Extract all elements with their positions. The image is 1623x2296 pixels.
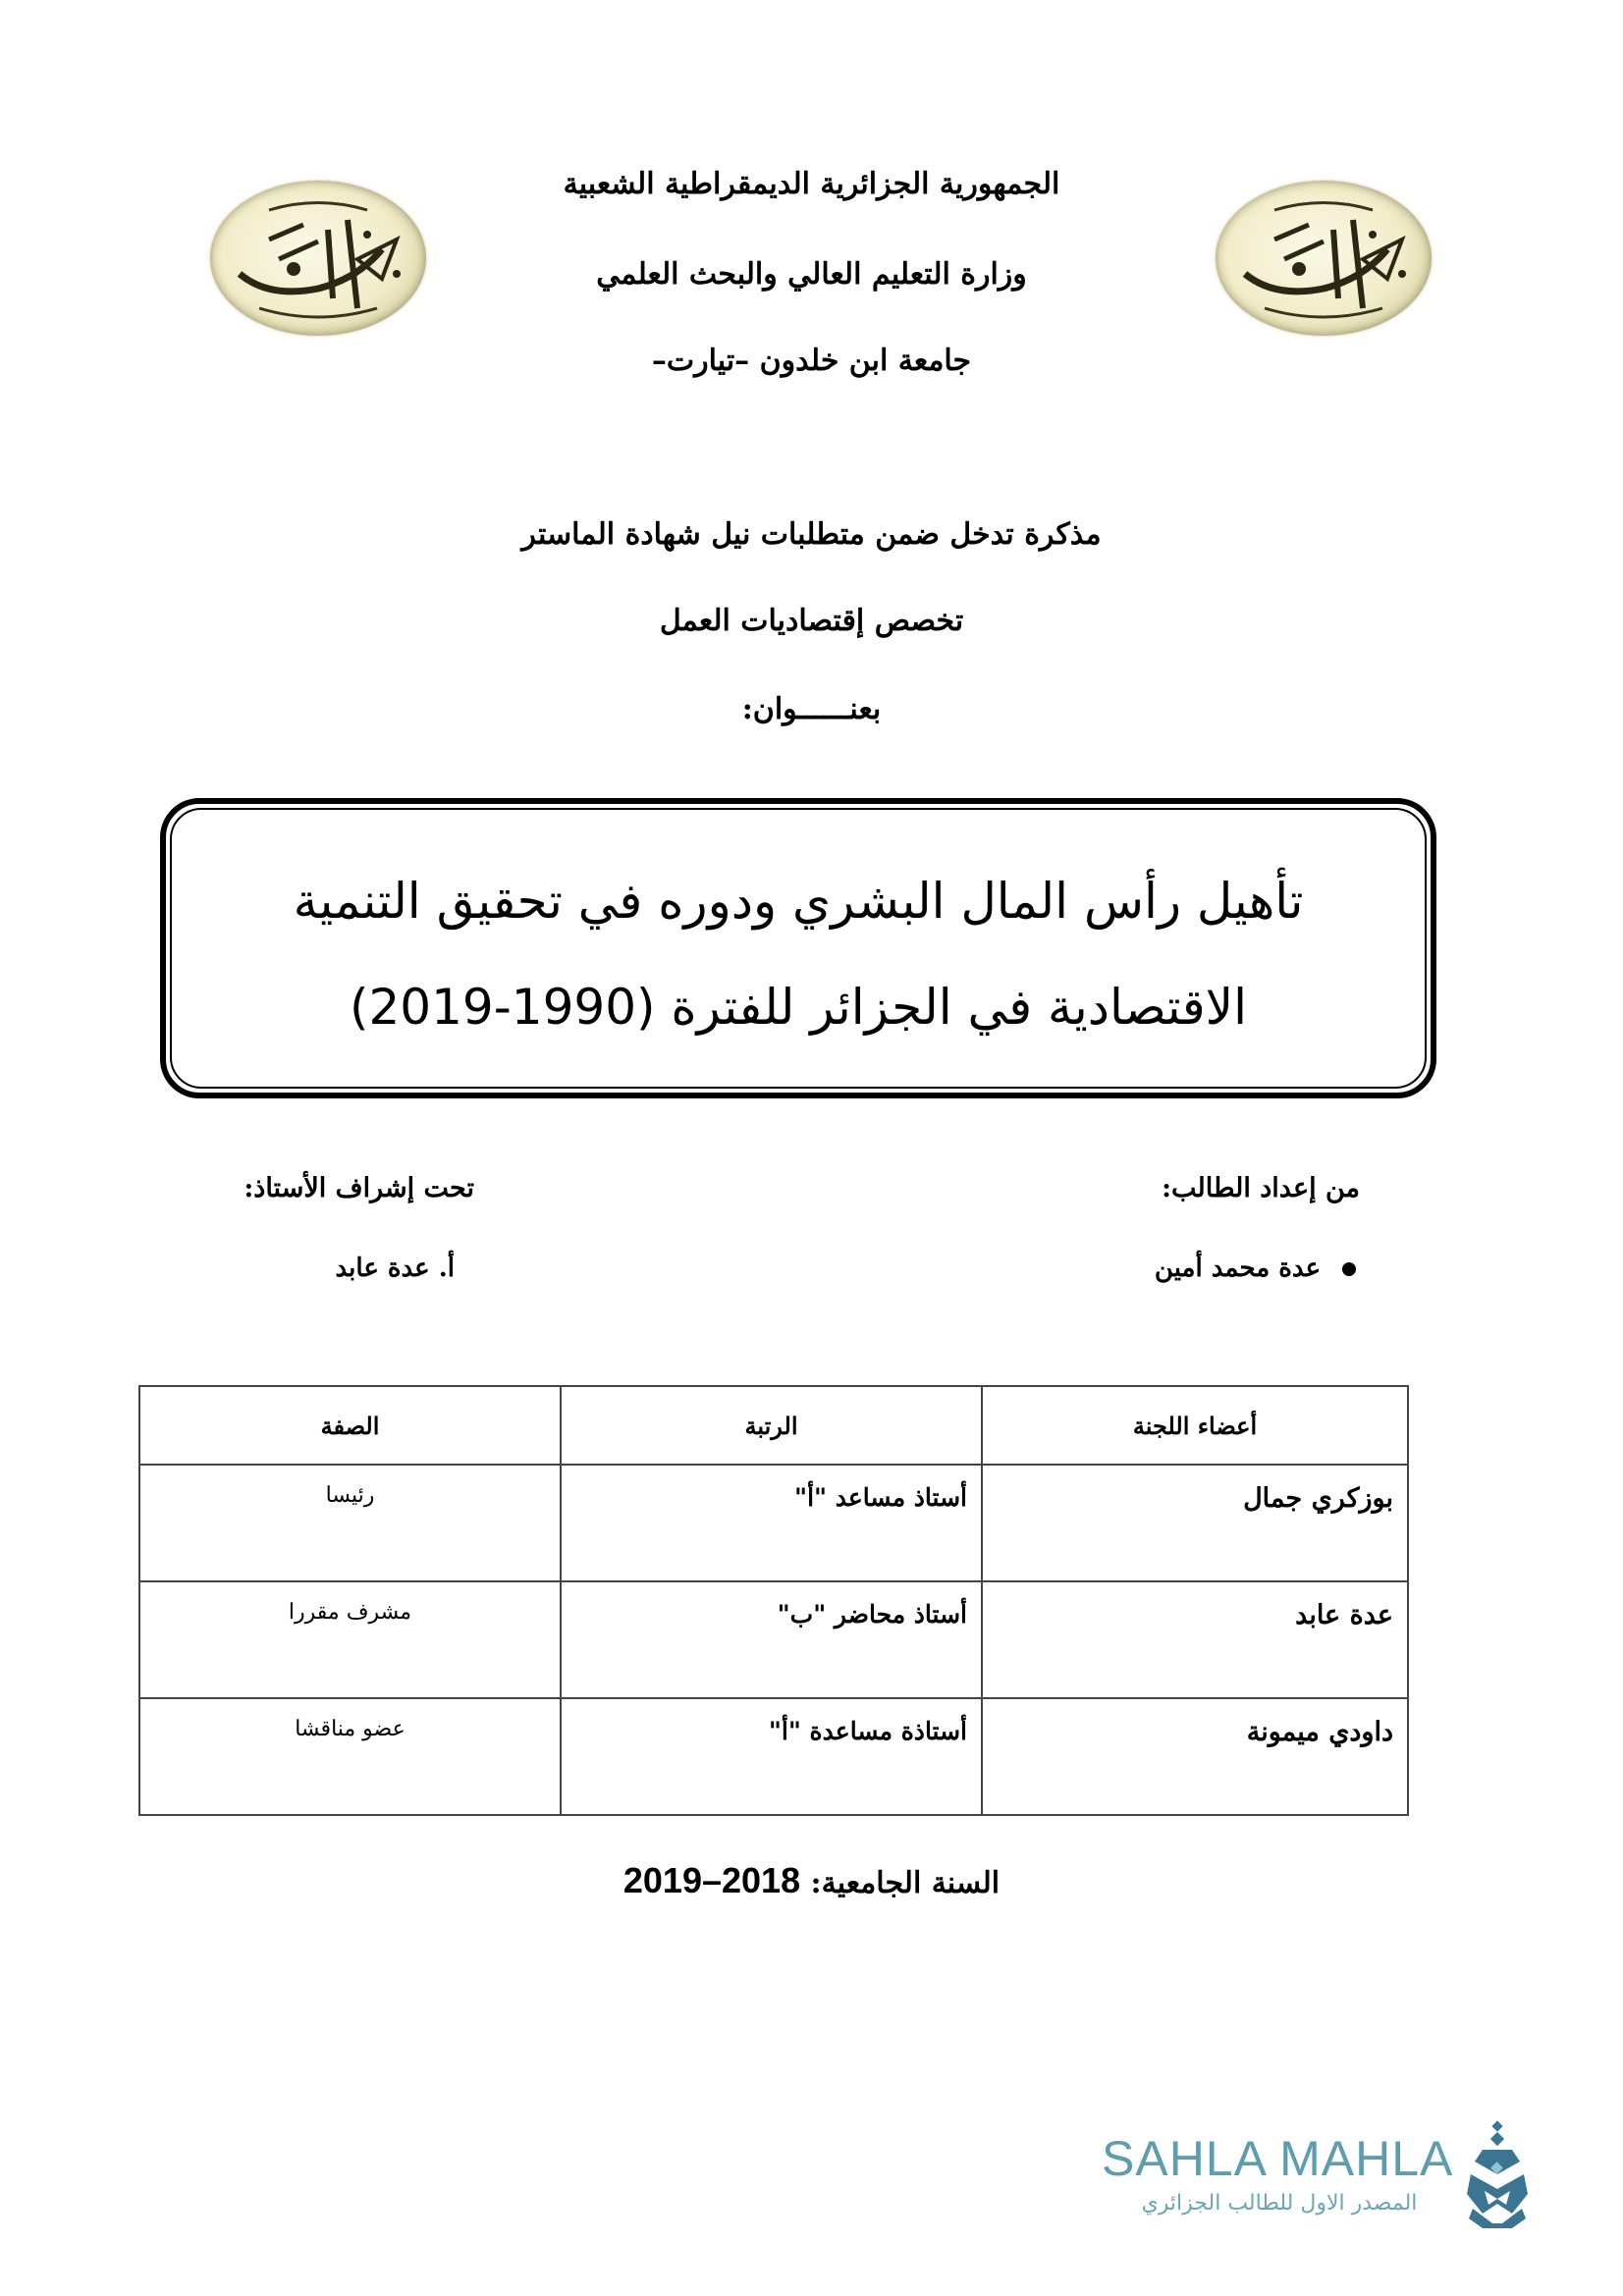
member-name: عدة عابد: [982, 1581, 1408, 1698]
supervisor-name: أ. عدة عابد: [335, 1254, 455, 1283]
academic-year-value: 2018–2019: [622, 1860, 801, 1900]
watermark-brand: SAHLA MAHLA: [1102, 2131, 1454, 2186]
table-row: [139, 1698, 1408, 1815]
member-name: بوزكري جمال: [982, 1465, 1408, 1581]
student-entry: [1155, 1254, 1356, 1283]
table-row: [139, 1465, 1408, 1581]
thesis-purpose: مذكرة تدخل ضمن متطلبات نيل شهادة الماستر: [521, 517, 1102, 552]
member-name: داودي ميمونة: [982, 1698, 1408, 1815]
university-name: جامعة ابن خلدون –تيارت–: [651, 344, 972, 378]
student-label: من إعداد الطالب:: [1162, 1173, 1360, 1203]
member-rank: أستاذة مساعدة "أ": [561, 1698, 982, 1815]
specialization: تخصص إقتصاديات العمل: [659, 604, 964, 638]
student-name: عدة محمد أمين: [1154, 1254, 1321, 1283]
bullet-icon: [1342, 1262, 1356, 1276]
table-row: [139, 1581, 1408, 1698]
supervisor-label: تحت إشراف الأستاذ:: [243, 1173, 474, 1203]
header-role: الصفة: [139, 1386, 561, 1465]
table-header-row: [139, 1386, 1408, 1465]
header-members: أعضاء اللجنة: [982, 1386, 1408, 1465]
thesis-title-line-1: تأهيل رأس المال البشري ودوره في تحقيق التنمية: [293, 873, 1304, 930]
member-role: عضو مناقشا: [139, 1698, 561, 1815]
header-rank: الرتبة: [561, 1386, 982, 1465]
title-box-inner-border: [170, 808, 1427, 1089]
member-rank: أستاذ محاضر "ب": [561, 1581, 982, 1698]
committee-table: [138, 1385, 1409, 1816]
sahla-mahla-logo-icon: [1463, 2120, 1532, 2228]
academic-year: [0, 1860, 1623, 1901]
title-label: بعنــــــوان:: [741, 692, 882, 726]
member-role: رئيسا: [139, 1465, 561, 1581]
member-role: مشرف مقررا: [139, 1581, 561, 1698]
ministry-name: وزارة التعليم العالي والبحث العلمي: [596, 257, 1027, 292]
watermark-tagline: المصدر الاول للطالب الجزائري: [1141, 2191, 1418, 2216]
country-name: الجمهورية الجزائرية الديمقراطية الشعبية: [563, 167, 1060, 201]
academic-year-label: السنة الجامعية:: [810, 1866, 1001, 1900]
sahla-mahla-watermark: [1090, 2120, 1522, 2228]
member-rank: أستاذ مساعد "أ": [561, 1465, 982, 1581]
thesis-title-line-2: الاقتصادية في الجزائر للفترة (1990-2019): [349, 979, 1248, 1036]
title-box: [160, 798, 1436, 1098]
